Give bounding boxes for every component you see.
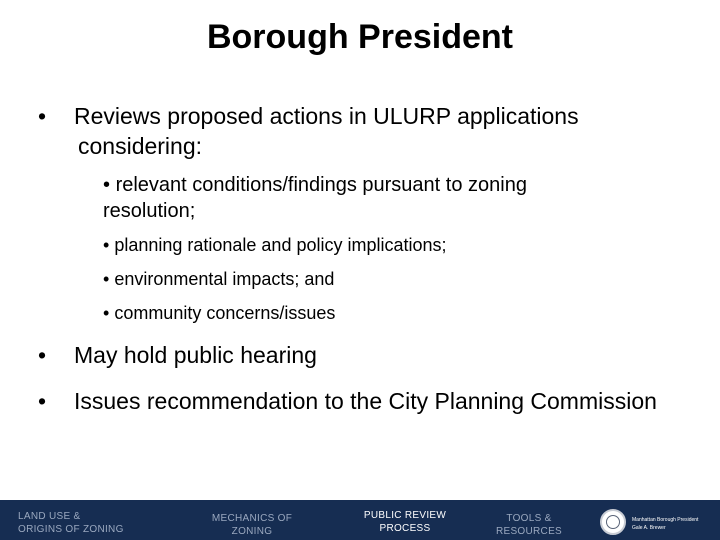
- nav-label-line2: RESOURCES: [495, 526, 563, 537]
- nav-land-use[interactable]: [18, 510, 124, 536]
- sub-bullet-dot: •: [103, 235, 115, 255]
- nav-label-line1: MECHANICS OF: [211, 513, 293, 524]
- sub-bullet-text: relevant conditions/findings pursuant to zoning resolution;: [103, 174, 527, 222]
- nav-label-line2: PROCESS: [379, 523, 431, 534]
- sub-bullet-item: [103, 232, 623, 258]
- office-line2: Gale A. Brewer: [632, 525, 666, 531]
- nav-label-line1: LAND USE &: [18, 511, 81, 522]
- bullet-item: [38, 101, 678, 161]
- sub-bullet-item: [103, 266, 623, 292]
- sub-bullet-text: community concerns/issues: [114, 303, 336, 323]
- nav-label-line1: PUBLIC REVIEW: [363, 510, 447, 521]
- nav-tools-resources[interactable]: [488, 512, 570, 538]
- sub-bullet-text: environmental impacts; and: [114, 269, 335, 289]
- bullet-dot: •: [38, 103, 47, 129]
- sub-bullet-item: [103, 172, 623, 224]
- nav-public-review-process[interactable]: [358, 509, 452, 535]
- nav-label-line2: ORIGINS OF ZONING: [18, 524, 124, 535]
- sub-bullet-dot: •: [103, 303, 115, 323]
- office-line1: Manhattan Borough President: [632, 517, 699, 523]
- slide-title: Borough President: [206, 18, 514, 56]
- bullet-item: [38, 386, 678, 416]
- bullet-item: [38, 340, 678, 370]
- nav-mechanics-of-zoning[interactable]: [206, 512, 298, 538]
- bullet-dot: •: [38, 342, 47, 368]
- bullet-text: Reviews proposed actions in ULURP applications considering:: [74, 103, 579, 159]
- sub-bullet-dot: •: [103, 174, 116, 196]
- nav-label-line2: ZONING: [231, 526, 273, 537]
- nav-label-line1: TOOLS &: [506, 513, 552, 524]
- sub-bullet-text: planning rationale and policy implications;: [114, 235, 447, 255]
- sub-bullet-dot: •: [103, 269, 115, 289]
- sub-bullet-item: [103, 300, 623, 326]
- bullet-text: May hold public hearing: [74, 342, 317, 368]
- bullet-text: Issues recommendation to the City Planning Commission: [74, 388, 657, 414]
- office-name: [632, 516, 698, 532]
- bullet-dot: •: [38, 388, 47, 414]
- borough-seal-icon: [600, 509, 626, 535]
